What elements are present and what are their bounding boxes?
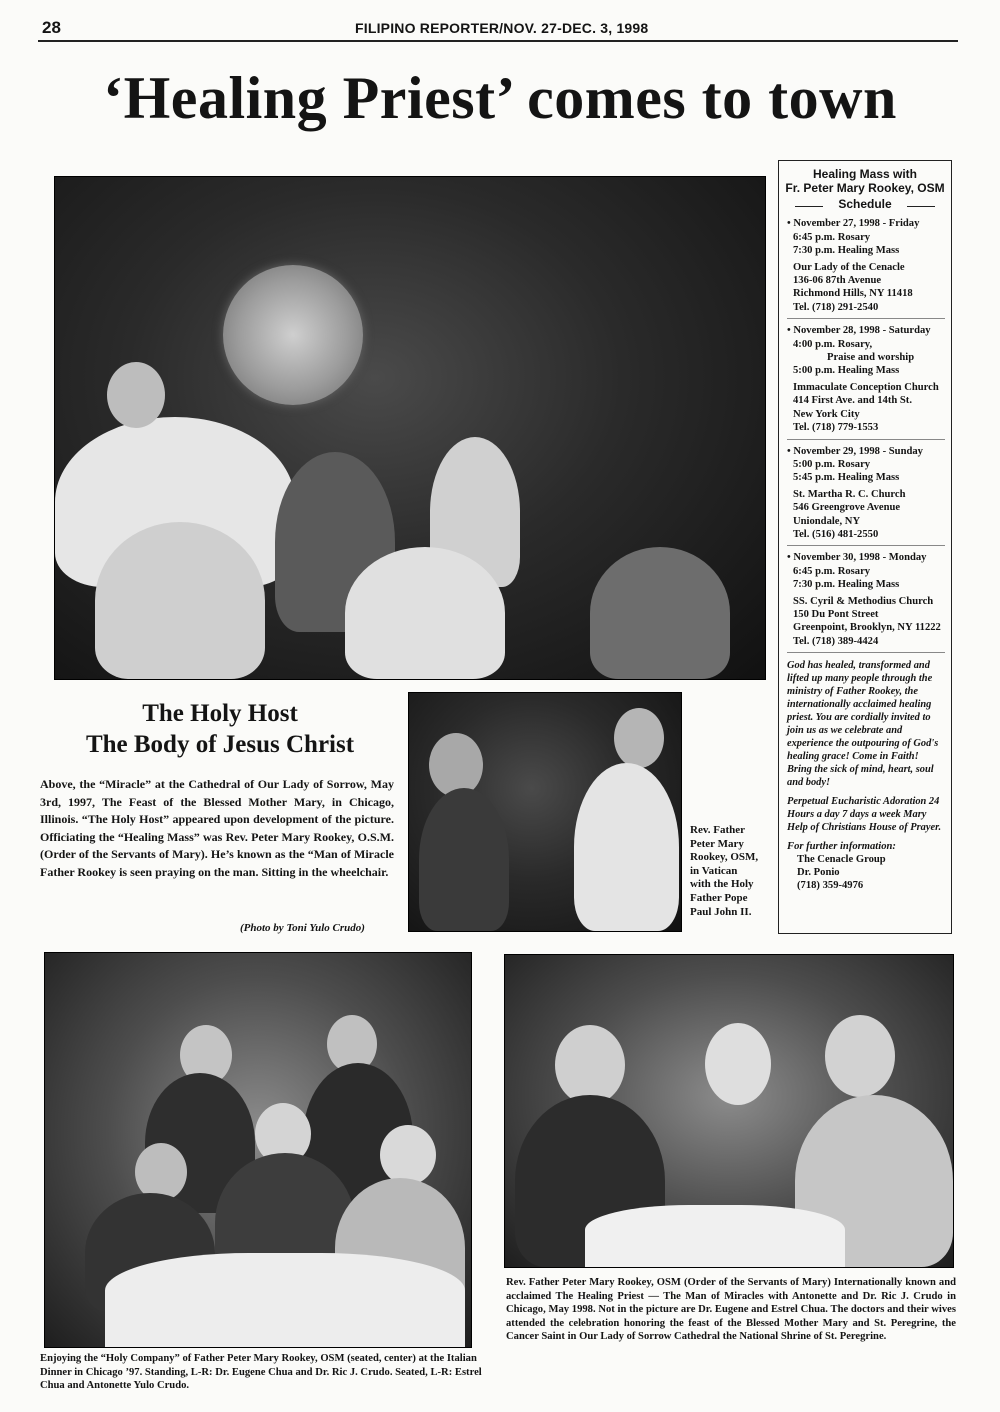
chicago-caption: Rev. Father Peter Mary Rookey, OSM (Order of the Servants of Mary) Internationally known and acclaimed The Healing Priest — The Man of Miracles with Antonette and Dr. Ric J. Crudo in Chicago, May 1998. Not in the picture are Dr. Eugene and Estrel Chua. The doctors and their wives attended the celebration honoring the feast of the Blessed Mother Mary and St. Peregrine, the Cancer Saint in Our Lady of Sorrow Cathedral the National Shrine of St. Peregrine.: [506, 1277, 956, 1343]
vatican-caption: Rev. Father Peter Mary Rookey, OSM, in Vatican with the Holy Father Pope Paul John II.: [690, 824, 759, 918]
dinner-caption: Enjoying the “Holy Company” of Father Peter Mary Rookey, OSM (seated, center) at the Italian Dinner in Chicago ’97. Standing, L-R: Dr. Eugene Chua and Dr. Ric J. Crudo. Seated, L-R: Estrel Chua and Antonette Yulo Crudo.: [40, 1353, 482, 1392]
photo-figure: [555, 1025, 625, 1105]
page-number: 28: [42, 18, 61, 37]
header-rule: [38, 40, 958, 42]
dinner-photo: [44, 952, 472, 1348]
schedule-box: [778, 160, 952, 934]
article-subhead: The Holy Host The Body of Jesus Christ: [85, 700, 355, 758]
invitation-text: God has healed, transformed and lifted up many people through the ministry of Father Rookey, the internationally acclaimed healing priest. You are cordially invited to join us as we celebrate and experience the outpouring of God's healing grace! Come in Faith! Bring the sick of mind, heart, soul and body!: [787, 660, 939, 789]
photo-figure: [574, 763, 679, 931]
schedule-title: Healing Mass with Fr. Peter Mary Rookey, OSM: [785, 167, 945, 195]
photo-figure: [107, 362, 165, 428]
photo-figure: [429, 733, 483, 797]
schedule-event: • November 29, 1998 - Sunday 5:00 p.m. Rosary 5:45 p.m. Healing Mass St. Martha R. C. Church 546 Greengrove Avenue Uniondale, NY Tel. (516) 481-2550: [787, 445, 945, 547]
photo-figure: [705, 1023, 771, 1105]
schedule-event: • November 28, 1998 - Saturday 4:00 p.m. Rosary, Praise and worship 5:00 p.m. Healing Mass Immaculate Conception Church 414 First Ave. and 14th St. New York City Tel. (718) 779-1553: [787, 324, 945, 439]
holy-host-halo: [223, 265, 363, 405]
photo-figure: [590, 547, 730, 679]
article-body: Above, the “Miracle” at the Cathedral of Our Lady of Sorrow, May 3rd, 1997, The Feast of the Blessed Mother Mary, in Chicago, Illinois. “The Holy Host” appeared upon development of the picture. Officiating the “Healing Mass” was Rev. Peter Mary Rookey, O.S.M. (Order of the Servants of Mary). He’s known as the “Man of Miracle Father Rookey is seen praying on the man. Sitting in the wheelchair.: [40, 777, 394, 879]
photo-figure: [345, 547, 505, 679]
photo-figure: [95, 522, 265, 679]
schedule-event: • November 30, 1998 - Monday 6:45 p.m. Rosary 7:30 p.m. Healing Mass SS. Cyril & Methodius Church 150 Du Pont Street Greenpoint, Brooklyn, NY 11222 Tel. (718) 389-4424: [787, 551, 945, 653]
schedule-event: • November 27, 1998 - Friday 6:45 p.m. Rosary 7:30 p.m. Healing Mass Our Lady of the Cenacle 136-06 87th Avenue Richmond Hills, NY 11418 Tel. (718) 291-2540: [787, 217, 945, 319]
adoration-text: Perpetual Eucharistic Adoration 24 Hours a day 7 days a week Mary Help of Christians House of Prayer.: [787, 796, 942, 834]
photo-credit: (Photo by Toni Yulo Crudo): [240, 922, 365, 934]
main-photo: [54, 176, 766, 680]
photo-figure: [585, 1205, 845, 1267]
headline: ‘Healing Priest’ comes to town: [103, 65, 897, 131]
photo-figure: [419, 788, 509, 931]
chicago-photo: [504, 954, 954, 1268]
photo-figure: [105, 1253, 465, 1347]
photo-figure: [825, 1015, 895, 1097]
vatican-photo: [408, 692, 682, 932]
schedule-subtitle: Schedule: [785, 198, 945, 211]
photo-figure: [380, 1125, 436, 1185]
running-head: FILIPINO REPORTER/NOV. 27-DEC. 3, 1998: [355, 20, 649, 36]
contact-info: For further information: The Cenacle Group Dr. Ponio (718) 359-4976: [787, 841, 896, 892]
photo-figure: [614, 708, 664, 768]
